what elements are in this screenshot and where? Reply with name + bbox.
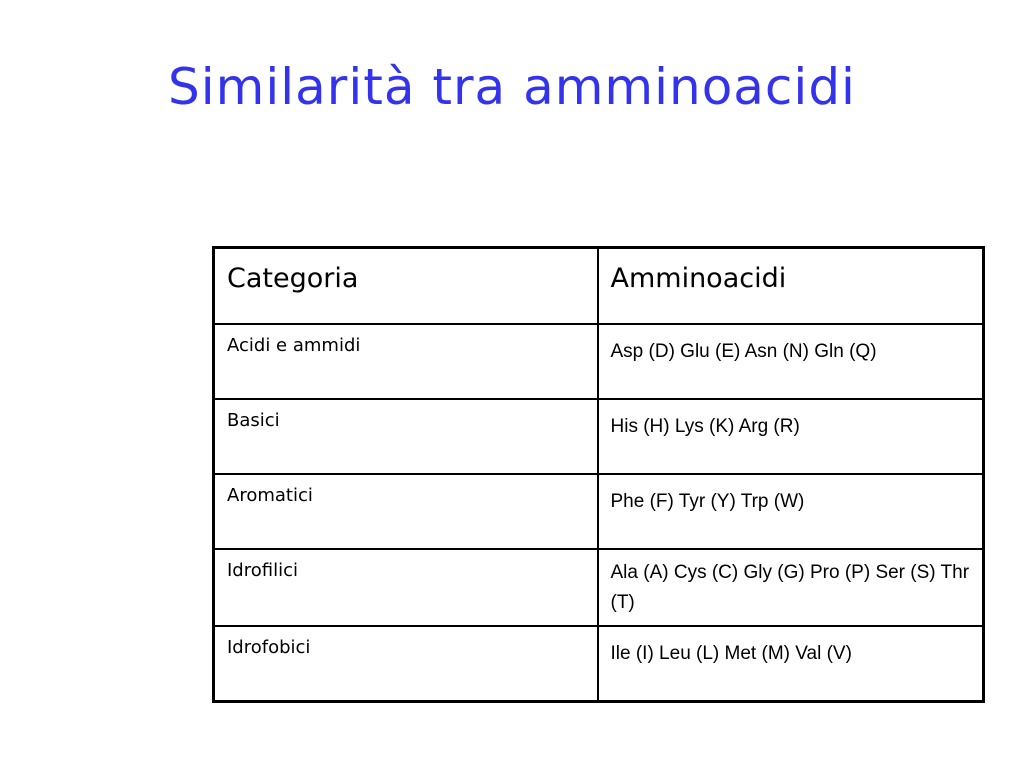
column-header-amino-acids: Amminoacidi	[598, 248, 984, 325]
slide-title: Similarità tra amminoacidi	[168, 58, 856, 116]
table-header-row	[214, 248, 984, 325]
amino-acids-cell: Phe (F) Tyr (Y) Trp (W)	[598, 474, 984, 549]
category-cell: Acidi e ammidi	[214, 324, 598, 399]
table-row	[214, 626, 984, 702]
amino-acids-cell: His (H) Lys (K) Arg (R)	[598, 399, 984, 474]
amino-acids-cell: Asp (D) Glu (E) Asn (N) Gln (Q)	[598, 324, 984, 399]
category-cell: Basici	[214, 399, 598, 474]
category-cell: Idrofilici	[214, 549, 598, 626]
amino-acids-cell: Ala (A) Cys (C) Gly (G) Pro (P) Ser (S) Thr (T)	[598, 549, 984, 626]
table-row	[214, 549, 984, 626]
category-cell: Idrofobici	[214, 626, 598, 702]
table-row	[214, 324, 984, 399]
column-header-category: Categoria	[214, 248, 598, 325]
amino-acid-table	[212, 246, 985, 703]
table-row	[214, 474, 984, 549]
table-row	[214, 399, 984, 474]
amino-acids-cell: Ile (I) Leu (L) Met (M) Val (V)	[598, 626, 984, 702]
category-cell: Aromatici	[214, 474, 598, 549]
amino-acid-table-container	[212, 246, 982, 703]
